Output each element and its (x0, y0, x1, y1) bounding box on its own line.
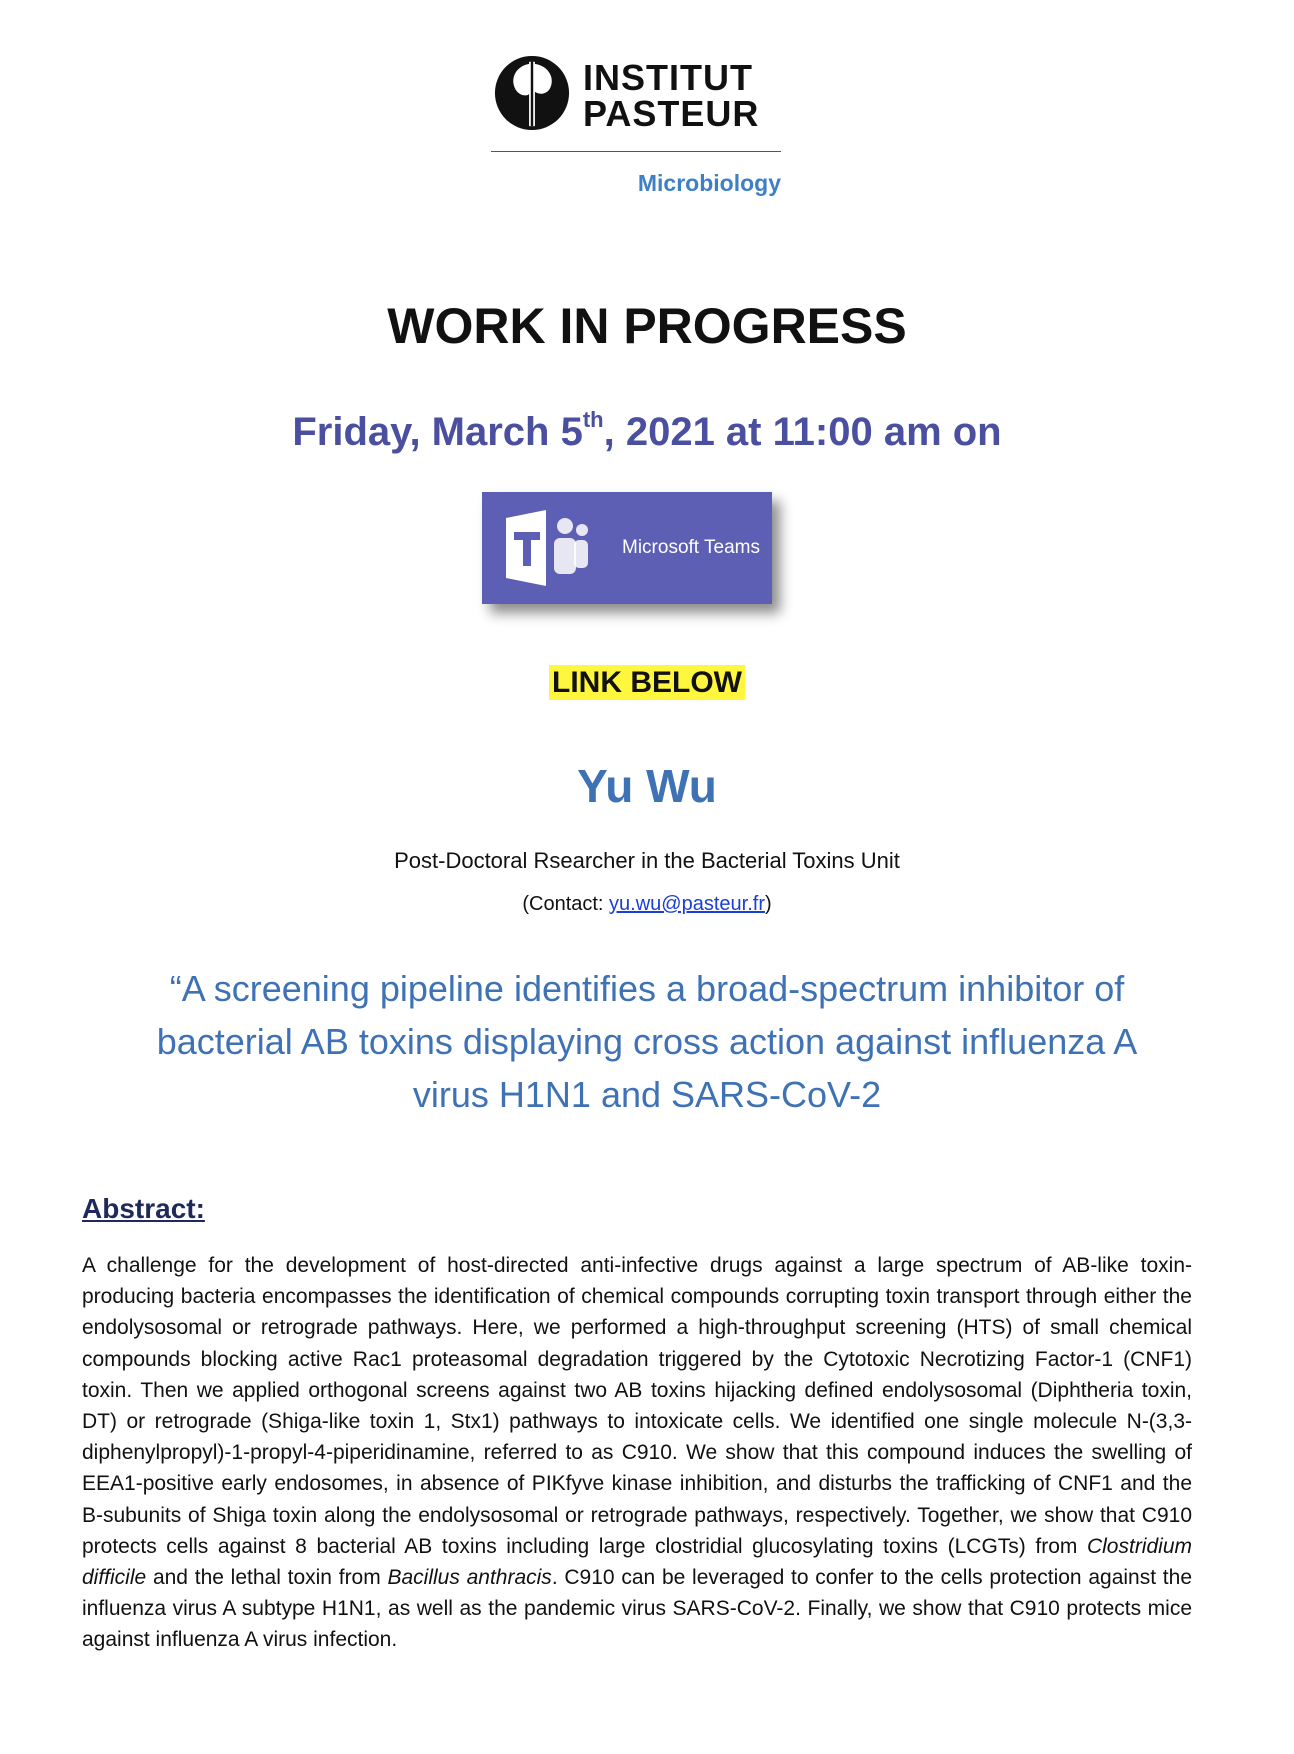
speaker-role: Post-Doctoral Rsearcher in the Bacterial Toxins Unit (394, 848, 900, 873)
link-note-row (0, 664, 1294, 702)
abstract-heading: Abstract: (82, 1193, 205, 1224)
contact-suffix: ) (764, 893, 772, 915)
speaker-contact (0, 891, 1294, 917)
date-prefix: Friday, March 5 (292, 410, 583, 454)
contact-prefix: (Contact: (522, 893, 610, 915)
logo-divider (491, 151, 781, 152)
pasteur-logo-icon (493, 54, 571, 132)
microsoft-teams-label: Microsoft Teams (622, 537, 760, 558)
logo-subtitle: Microbiology (637, 170, 781, 196)
date-ordinal: th (582, 407, 604, 432)
logo-word-institut: INSTITUT (583, 57, 753, 98)
talk-title (100, 962, 1194, 1121)
abstract-body (82, 1250, 1192, 1656)
date-rest: , 2021 at 11:00 am on (603, 410, 1002, 454)
abstract-species-1: Clostridium difficile (82, 1534, 1192, 1590)
abstract-text-part-1: A challenge for the development of host-directed anti-infective drugs against a large spectrum of AB-like toxin-producing bacteria encompasses the identification of chemical compounds corrupting toxin transport through either the endolysosomal or retrograde pathways. Here, we performed a high-throughput screening (HTS) of small chemical compounds blocking active Rac1 proteasomal degradation triggered by the Cytotoxic Necrotizing Factor-1 (CNF1) toxin. Then we applied orthogonal screens against two AB toxins hijacking defined endolysosomal (Diphtheria toxin, DT) or retrograde (Shiga-like toxin 1, Stx1) pathways to intoxicate cells. We identified one single molecule N-(3,3-diphenylpropyl)-1-propyl-4-piperidinamine, referred to as C910. We show that this compound induces the swelling of EEA1-positive early endosomes, in absence of PIKfyve kinase inhibition, and disturbs the trafficking of CNF1 and the B-subunits of Shiga toxin along the endolysosomal or retrograde pathways, respectively. Together, we show that C910 protects cells against 8 bacterial AB toxins including large clostridial glucosylating toxins (LCGTs) from (82, 1254, 1192, 1558)
abstract-text-part-2: and the lethal toxin from (146, 1566, 388, 1590)
event-date (0, 408, 1294, 456)
speaker-name: Yu Wu (577, 760, 717, 812)
logo-word-pasteur: PASTEUR (583, 93, 760, 134)
microsoft-teams-badge (482, 492, 772, 604)
institut-pasteur-logo (491, 48, 781, 200)
abstract-species-2: Bacillus anthracis (387, 1566, 552, 1590)
talk-title-line-2: bacterial AB toxins displaying cross action against influenza A (156, 1021, 1138, 1062)
event-heading: WORK IN PROGRESS (387, 298, 907, 354)
abstract-text-part-3: . C910 can be leveraged to confer to the cells protection against the influenza virus A subtype H1N1, as well as the pandemic virus SARS-CoV-2. Finally, we show that C910 protects mice against influenza A virus infection. (82, 1566, 1192, 1652)
link-below-highlight: LINK BELOW (549, 665, 745, 700)
talk-title-line-1: “A screening pipeline identifies a broad-spectrum inhibitor of (169, 968, 1125, 1009)
microsoft-teams-icon (502, 506, 592, 590)
talk-title-line-3: virus H1N1 and SARS-CoV-2 (412, 1074, 882, 1115)
contact-email-link[interactable]: yu.wu@pasteur.fr (609, 893, 765, 915)
